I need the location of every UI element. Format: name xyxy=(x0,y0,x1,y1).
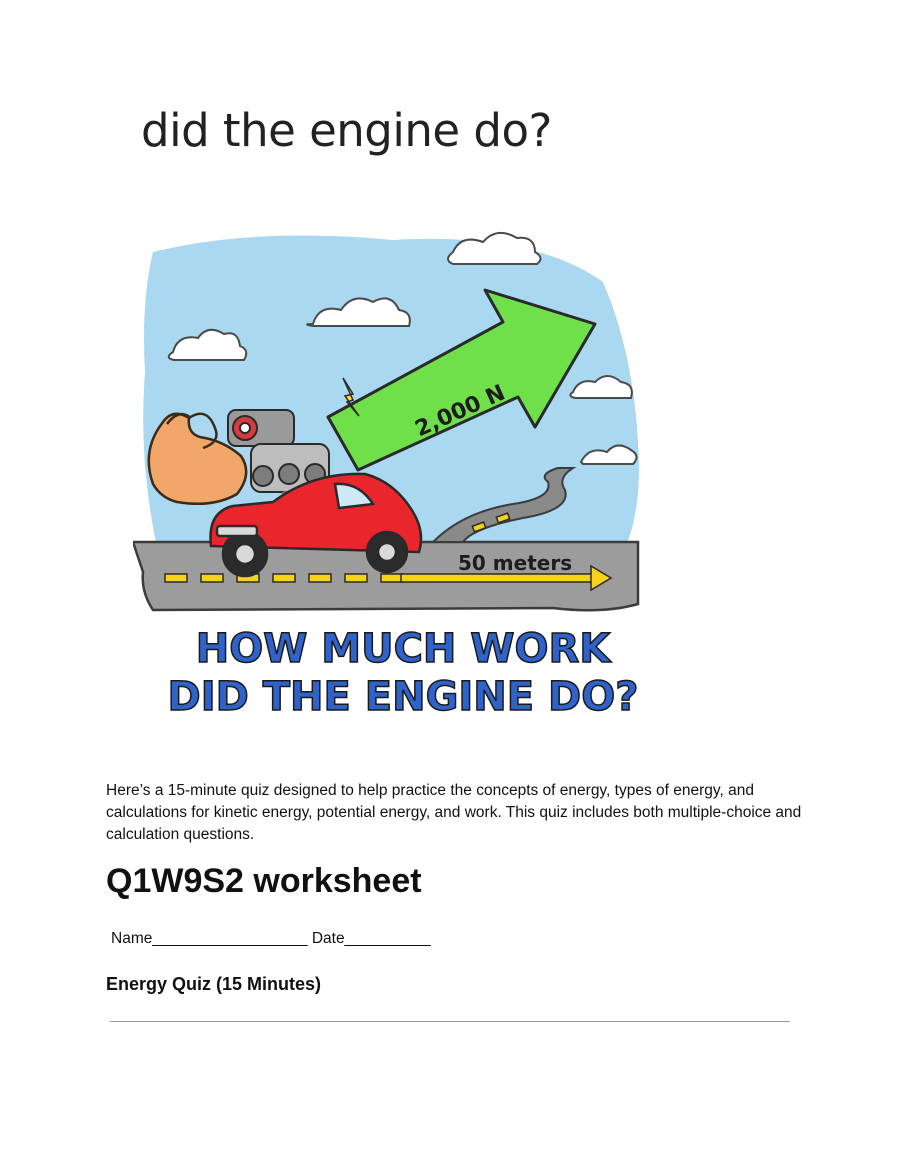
intro-paragraph: Here’s a 15-minute quiz designed to help practice the concepts of energy, types of energy, and calculations for kinetic energy, potential energy, and work. This quiz includes both multiple-choice and calculation questions. xyxy=(106,782,802,843)
worksheet-title: Q1W9S2 worksheet xyxy=(106,862,422,900)
work-illustration xyxy=(133,212,673,732)
force-label: 2,000 N xyxy=(411,380,510,443)
name-date-line: Name__________________ Date__________ xyxy=(111,930,431,947)
caption-line-2: DID THE ENGINE DO? xyxy=(167,674,639,720)
quiz-subtitle: Energy Quiz (15 Minutes) xyxy=(106,974,322,994)
distance-label: 50 meters xyxy=(458,551,573,575)
horizontal-divider xyxy=(110,1021,790,1022)
caption-line-1: HOW MUCH WORK xyxy=(195,626,611,672)
heading-fragment: did the engine do? xyxy=(141,104,552,157)
